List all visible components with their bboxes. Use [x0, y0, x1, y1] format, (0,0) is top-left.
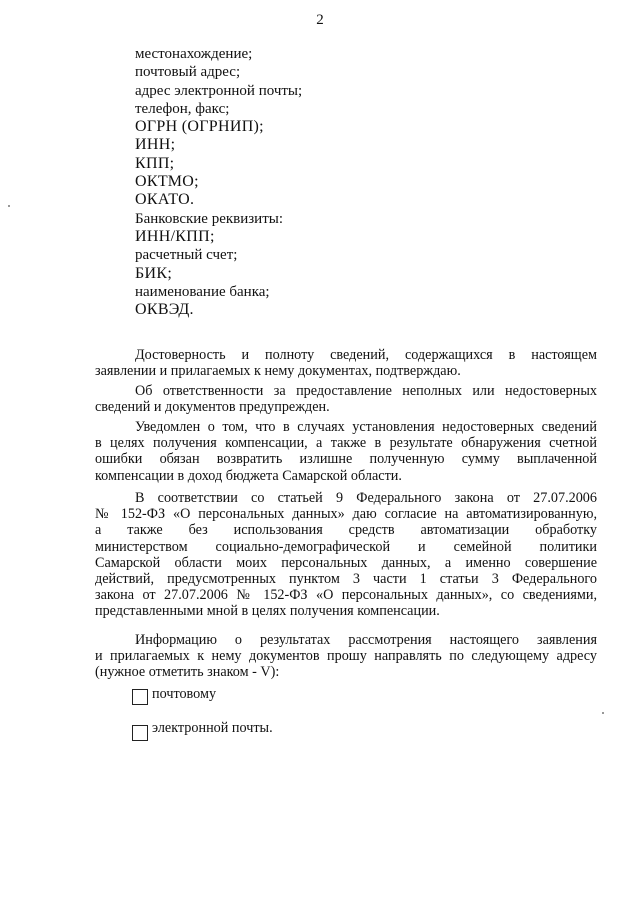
list-item: почтовый адрес; [135, 64, 241, 81]
postal-label: почтовому [152, 686, 217, 702]
list-item: БИК; [135, 264, 173, 282]
list-item: адрес электронной почты; [135, 82, 303, 99]
paragraph-line: Достоверность и полноту сведений, содержащихся в настоящем [135, 347, 597, 363]
list-item: ИНН; [135, 136, 176, 154]
paragraph-line: № 152-ФЗ «О персональных данных» даю согласие на автоматизированную, [95, 506, 597, 523]
paragraph-line: Информацию о результатах рассмотрения настоящего заявления [135, 632, 597, 648]
paragraph-line: (нужное отметить знаком - V): [95, 664, 280, 681]
paragraph-line: в целях получения компенсации, а также в результате обнаружения счетной [95, 435, 597, 452]
list-item: телефон, факс; [135, 100, 230, 117]
paragraph-accuracy [95, 347, 597, 379]
paragraph-consent [95, 490, 597, 620]
list-item: местонахождение; [135, 46, 253, 62]
list-item: Банковские реквизиты: [135, 210, 284, 227]
postal-checkbox[interactable] [132, 689, 148, 705]
paragraph-line: и прилагаемых к нему документов прошу направлять по следующему адресу [95, 648, 597, 665]
paragraph-line: ошибки обязан возвратить излишне полученную сумму выплаченной [95, 451, 597, 468]
page-number: 2 [316, 12, 324, 28]
paragraph-responsibility [95, 383, 597, 415]
requisites-list [135, 45, 302, 319]
paragraph-line: В соответствии со статьей 9 Федерального закона от 27.07.2006 [135, 490, 597, 506]
list-item: ОГРН (ОГРНИП); [135, 118, 264, 136]
option-postal[interactable] [132, 686, 216, 705]
email-label: электронной почты. [152, 720, 273, 736]
list-item: расчетный счет; [135, 247, 238, 264]
paragraph-line: представленными мной в целях получения компенсации. [95, 603, 440, 620]
paragraph-line: Об ответственности за предоставление неполных или недостоверных [135, 383, 597, 399]
paragraph-line: действий, предусмотренных пунктом 3 части 1 статьи 3 Федерального [95, 571, 597, 588]
scan-speck [8, 205, 10, 207]
option-email[interactable] [132, 720, 273, 741]
list-item: наименование банка; [135, 283, 270, 300]
paragraph-line: закона от 27.07.2006 № 152-ФЗ «О персональных данных», со сведениями, [95, 587, 597, 604]
list-item: ОКАТО. [135, 191, 195, 209]
paragraph-line: а также без использования средств автоматизации обработку [95, 522, 597, 539]
list-item: ОКВЭД. [135, 301, 194, 319]
paragraph-information [95, 632, 597, 681]
scan-speck [602, 712, 604, 714]
paragraph-notified [95, 419, 597, 484]
paragraph-line: министерством социально-демографической и семейной политики [95, 538, 597, 555]
paragraph-line: Самарской области моих персональных данных, а именно совершение [95, 554, 597, 571]
list-item: ОКТМО; [135, 173, 199, 191]
paragraph-line: компенсации в доход бюджета Самарской области. [95, 467, 402, 484]
paragraph-line: сведений и документов предупрежден. [95, 399, 330, 416]
list-item: ИНН/КПП; [135, 227, 215, 245]
paragraph-line: заявлении и прилагаемых к нему документах, подтверждаю. [95, 363, 461, 380]
email-checkbox[interactable] [132, 725, 148, 741]
paragraph-line: Уведомлен о том, что в случаях установления недостоверных сведений [135, 419, 597, 435]
list-item: КПП; [135, 154, 175, 172]
